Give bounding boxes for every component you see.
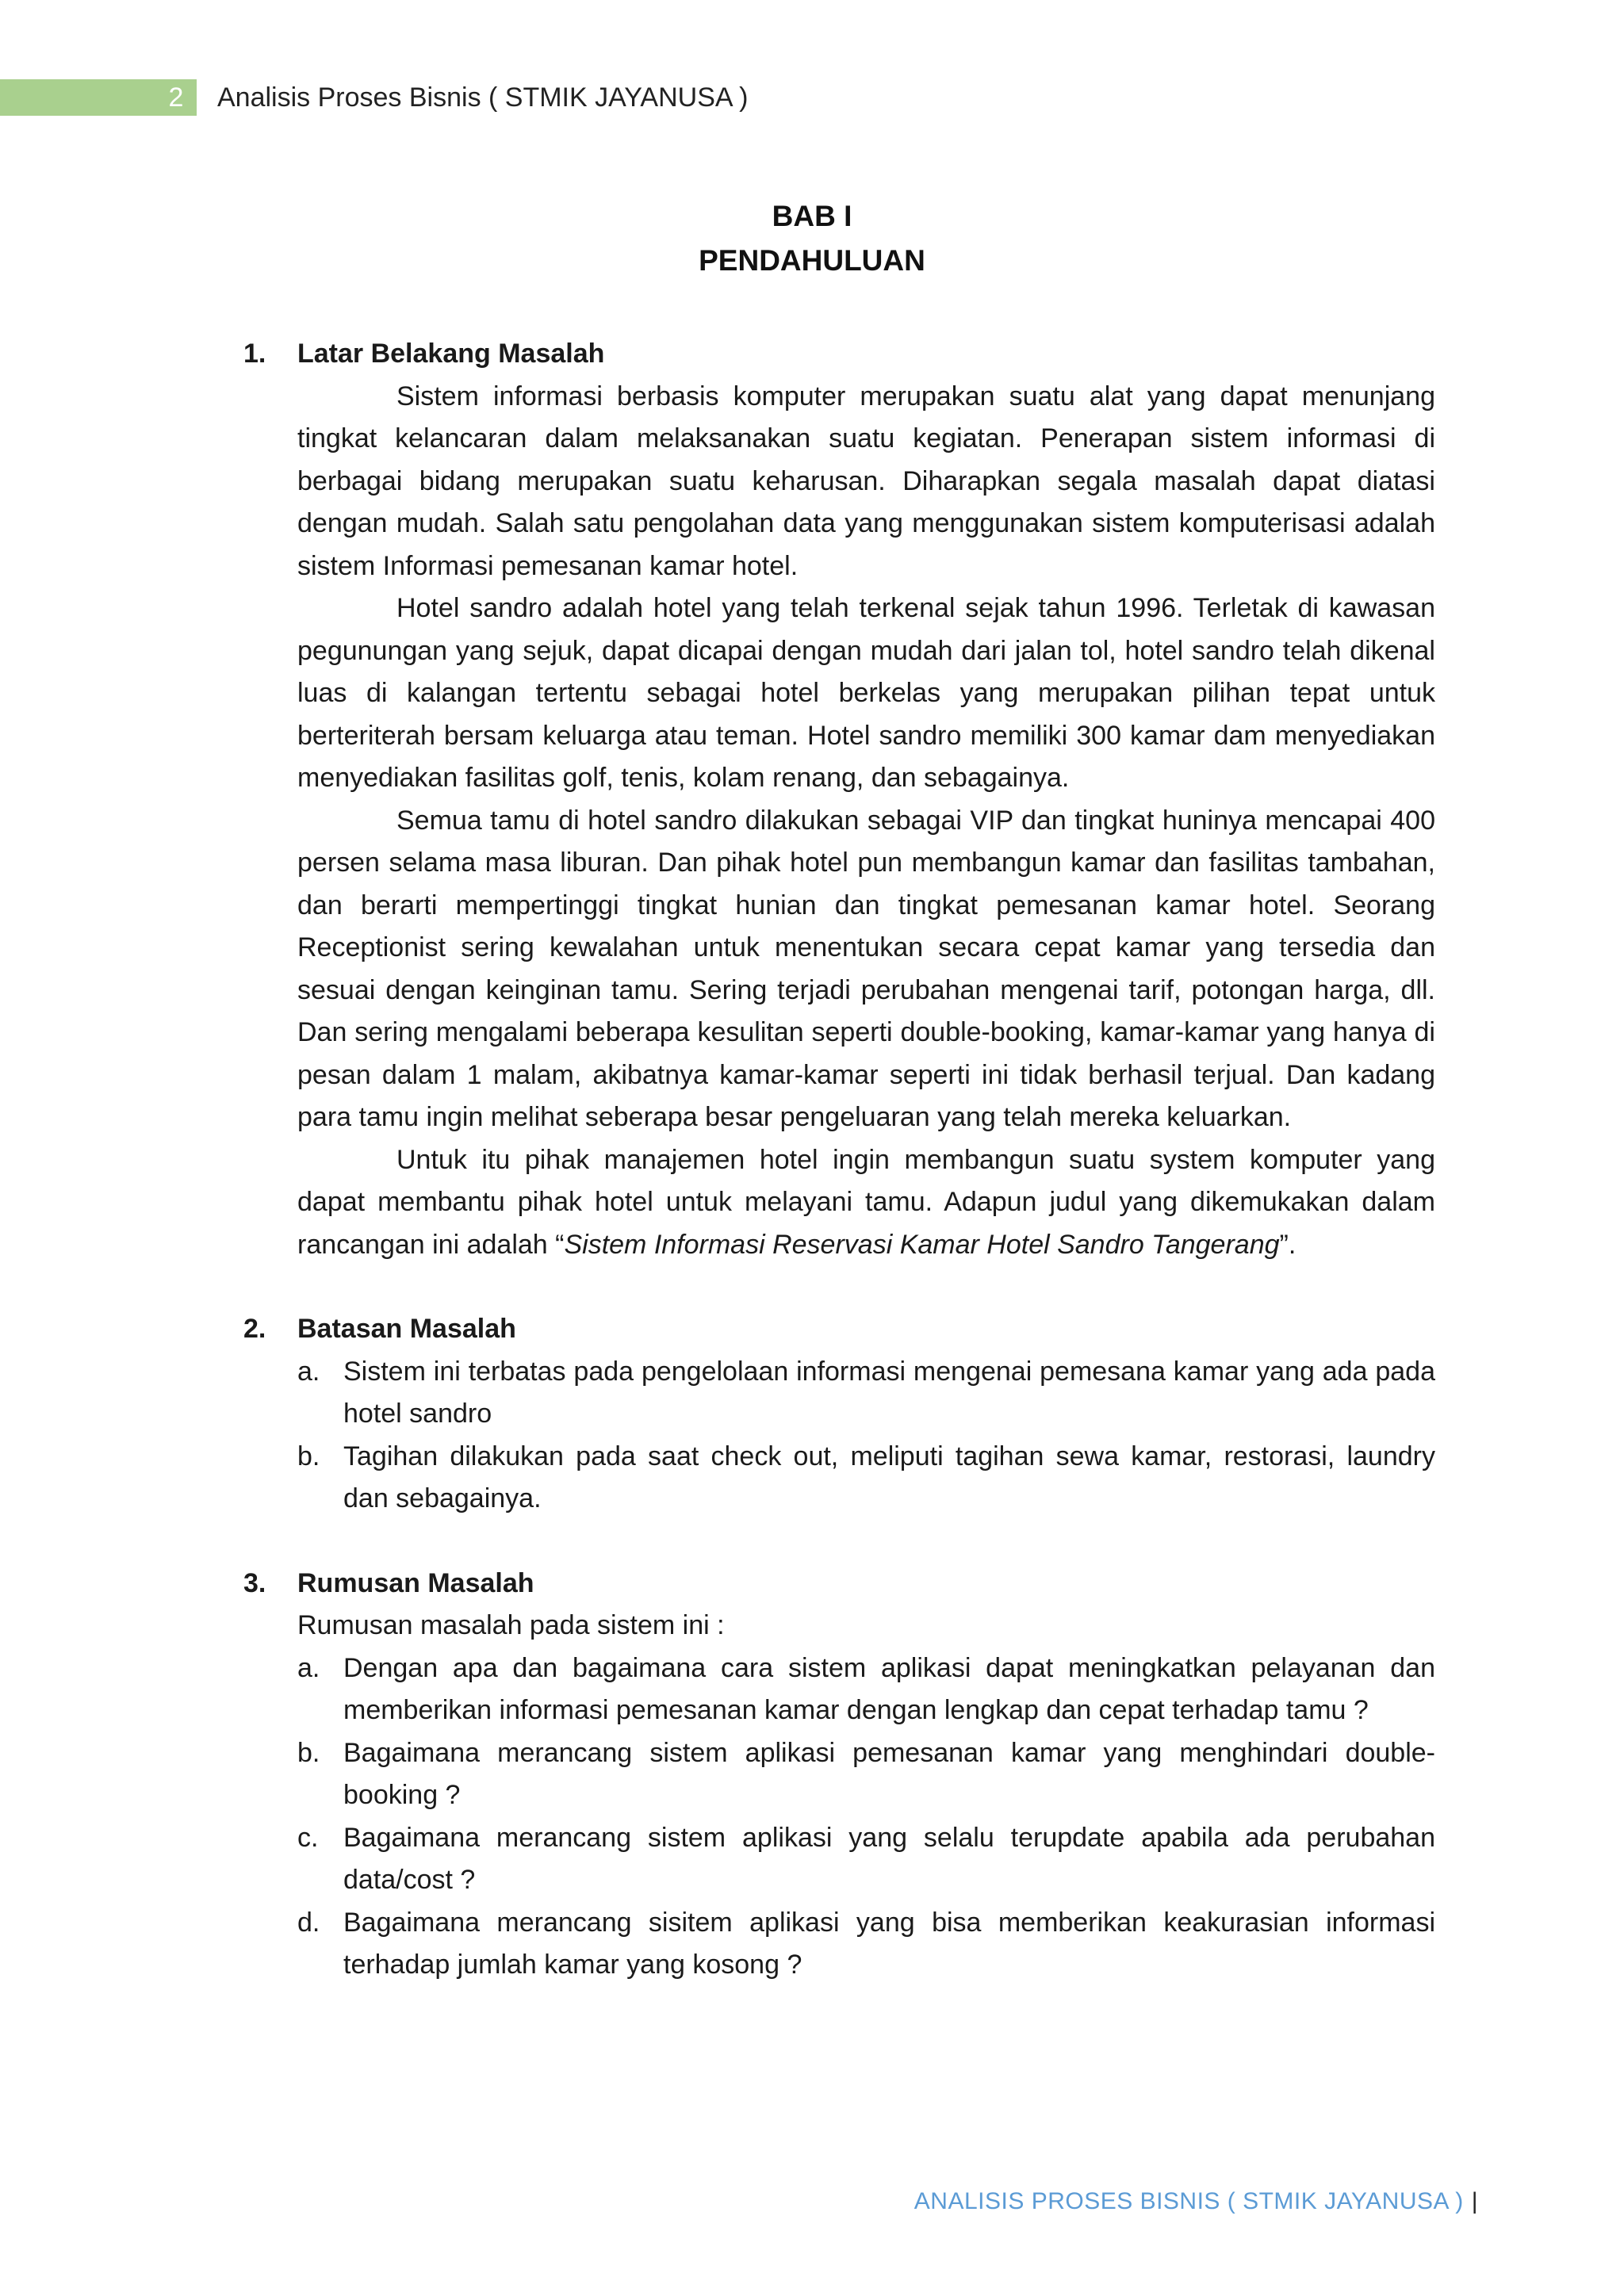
section-number: 1. (243, 339, 266, 369)
header-title: Analisis Proses Bisnis ( STMIK JAYANUSA ) (217, 82, 749, 113)
list-text: Bagaimana merancang sisitem aplikasi yang bisa memberikan keakurasian informasi terhadap jumlah kamar yang kosong ? (343, 1907, 1435, 1980)
paragraph: Sistem informasi berbasis komputer merupakan suatu alat yang dapat menunjang tingkat kelancaran dalam melaksanakan suatu kegiatan. Penerapan sistem informasi di berbagai bidang merupakan suatu keharusan. Diharapkan segala masalah dapat diatasi dengan mudah. Salah satu pengolahan data yang menggunakan sistem komputerisasi adalah sistem Informasi pemesanan kamar hotel. (297, 381, 1435, 581)
spacer (243, 1521, 1435, 1563)
list-letter: d. (297, 1907, 320, 1938)
list-text: Bagaimana merancang sistem aplikasi pemesanan kamar yang menghindari double-booking ? (343, 1737, 1435, 1810)
spacer (243, 1266, 1435, 1308)
section-body-rumusan-masalah (297, 1605, 1435, 1987)
list-text: Tagihan dilakukan pada saat check out, meliputi tagihan sewa kamar, restorasi, laundry dan sebagainya. (343, 1441, 1435, 1513)
chapter-title: PENDAHULUAN (699, 244, 925, 277)
list-letter: c. (297, 1822, 319, 1853)
list-item (297, 1732, 1435, 1817)
chapter-number: BAB I (772, 200, 852, 232)
section-number: 2. (243, 1314, 266, 1344)
section-heading-rumusan-masalah (243, 1563, 1435, 1605)
section-title: Batasan Masalah (297, 1314, 516, 1344)
list-item (297, 1817, 1435, 1902)
page-number: 2 (168, 82, 184, 113)
section-body-latar-belakang (297, 376, 1435, 1267)
batasan-list (297, 1351, 1435, 1521)
section-number: 3. (243, 1567, 266, 1598)
list-item (297, 1647, 1435, 1732)
paragraph: Semua tamu di hotel sandro dilakukan sebagai VIP dan tingkat huninya mencapai 400 persen selama masa liburan. Dan pihak hotel pun membangun kamar dan fasilitas tambahan, dan berarti mempertinggi tingkat hunian dan tingkat pemesanan kamar hotel. Seorang Receptionist sering kewalahan untuk menentukan secara cepat kamar yang tersedia dan sesuai dengan keinginan tamu. Sering terjadi perubahan mengenai tarif, potongan harga, dll. Dan sering mengalami beberapa kesulitan seperti double-booking, kamar-kamar yang hanya di pesan dalam 1 malam, akibatnya kamar-kamar seperti ini tidak berhasil terjual. Dan kadang para tamu ingin melihat seberapa besar pengeluaran yang telah mereka keluarkan. (297, 805, 1435, 1132)
section-intro: Rumusan masalah pada sistem ini : (297, 1610, 725, 1640)
rumusan-list (297, 1647, 1435, 1987)
list-text: Bagaimana merancang sistem aplikasi yang selalu terupdate apabila ada perubahan data/cost ? (343, 1822, 1435, 1895)
document-body (243, 333, 1435, 1987)
list-letter: b. (297, 1737, 320, 1768)
section-heading-latar-belakang (243, 333, 1435, 376)
paragraph (297, 1139, 1435, 1267)
list-letter: a. (297, 1356, 320, 1387)
project-title: Sistem Informasi Reservasi Kamar Hotel Sandro Tangerang (564, 1229, 1280, 1260)
footer-title: ANALISIS PROSES BISNIS ( STMIK JAYANUSA ) (914, 2188, 1464, 2214)
section-title: Latar Belakang Masalah (297, 339, 605, 369)
section-title: Rumusan Masalah (297, 1567, 534, 1598)
list-text: Dengan apa dan bagaimana cara sistem aplikasi dapat meningkatkan pelayanan dan memberikan informasi pemesanan kamar dengan lengkap dan cepat terhadap tamu ? (343, 1652, 1435, 1725)
list-item (297, 1436, 1435, 1521)
section-heading-batasan-masalah (243, 1308, 1435, 1351)
paragraph: Hotel sandro adalah hotel yang telah terkenal sejak tahun 1996. Terletak di kawasan pegunungan yang sejuk, dapat dicapai dengan mudah dari jalan tol, hotel sandro telah dikenal luas di kalangan tertentu sebagai hotel berkelas yang merupakan pilihan tepat untuk berteriterah bersam keluarga atau teman. Hotel sandro memiliki 300 kamar dam menyediakan menyediakan fasilitas golf, tenis, kolam renang, dan sebagainya. (297, 593, 1435, 793)
list-letter: b. (297, 1441, 320, 1471)
list-text: Sistem ini terbatas pada pengelolaan informasi mengenai pemesana kamar yang ada pada hotel sandro (343, 1356, 1435, 1429)
list-item (297, 1351, 1435, 1436)
list-letter: a. (297, 1652, 320, 1683)
section-body-batasan-masalah (297, 1351, 1435, 1521)
paragraph-text: ”. (1279, 1229, 1297, 1260)
list-item (297, 1902, 1435, 1987)
footer-separator: | (1471, 2188, 1478, 2214)
footer (914, 2188, 1478, 2215)
paragraph-text: Untuk itu pihak manajemen hotel ingin membangun suatu system komputer yang dapat membantu pihak hotel untuk melayani tamu. Adapun judul yang dikemukakan dalam rancangan ini adalah “ (297, 1144, 1435, 1260)
